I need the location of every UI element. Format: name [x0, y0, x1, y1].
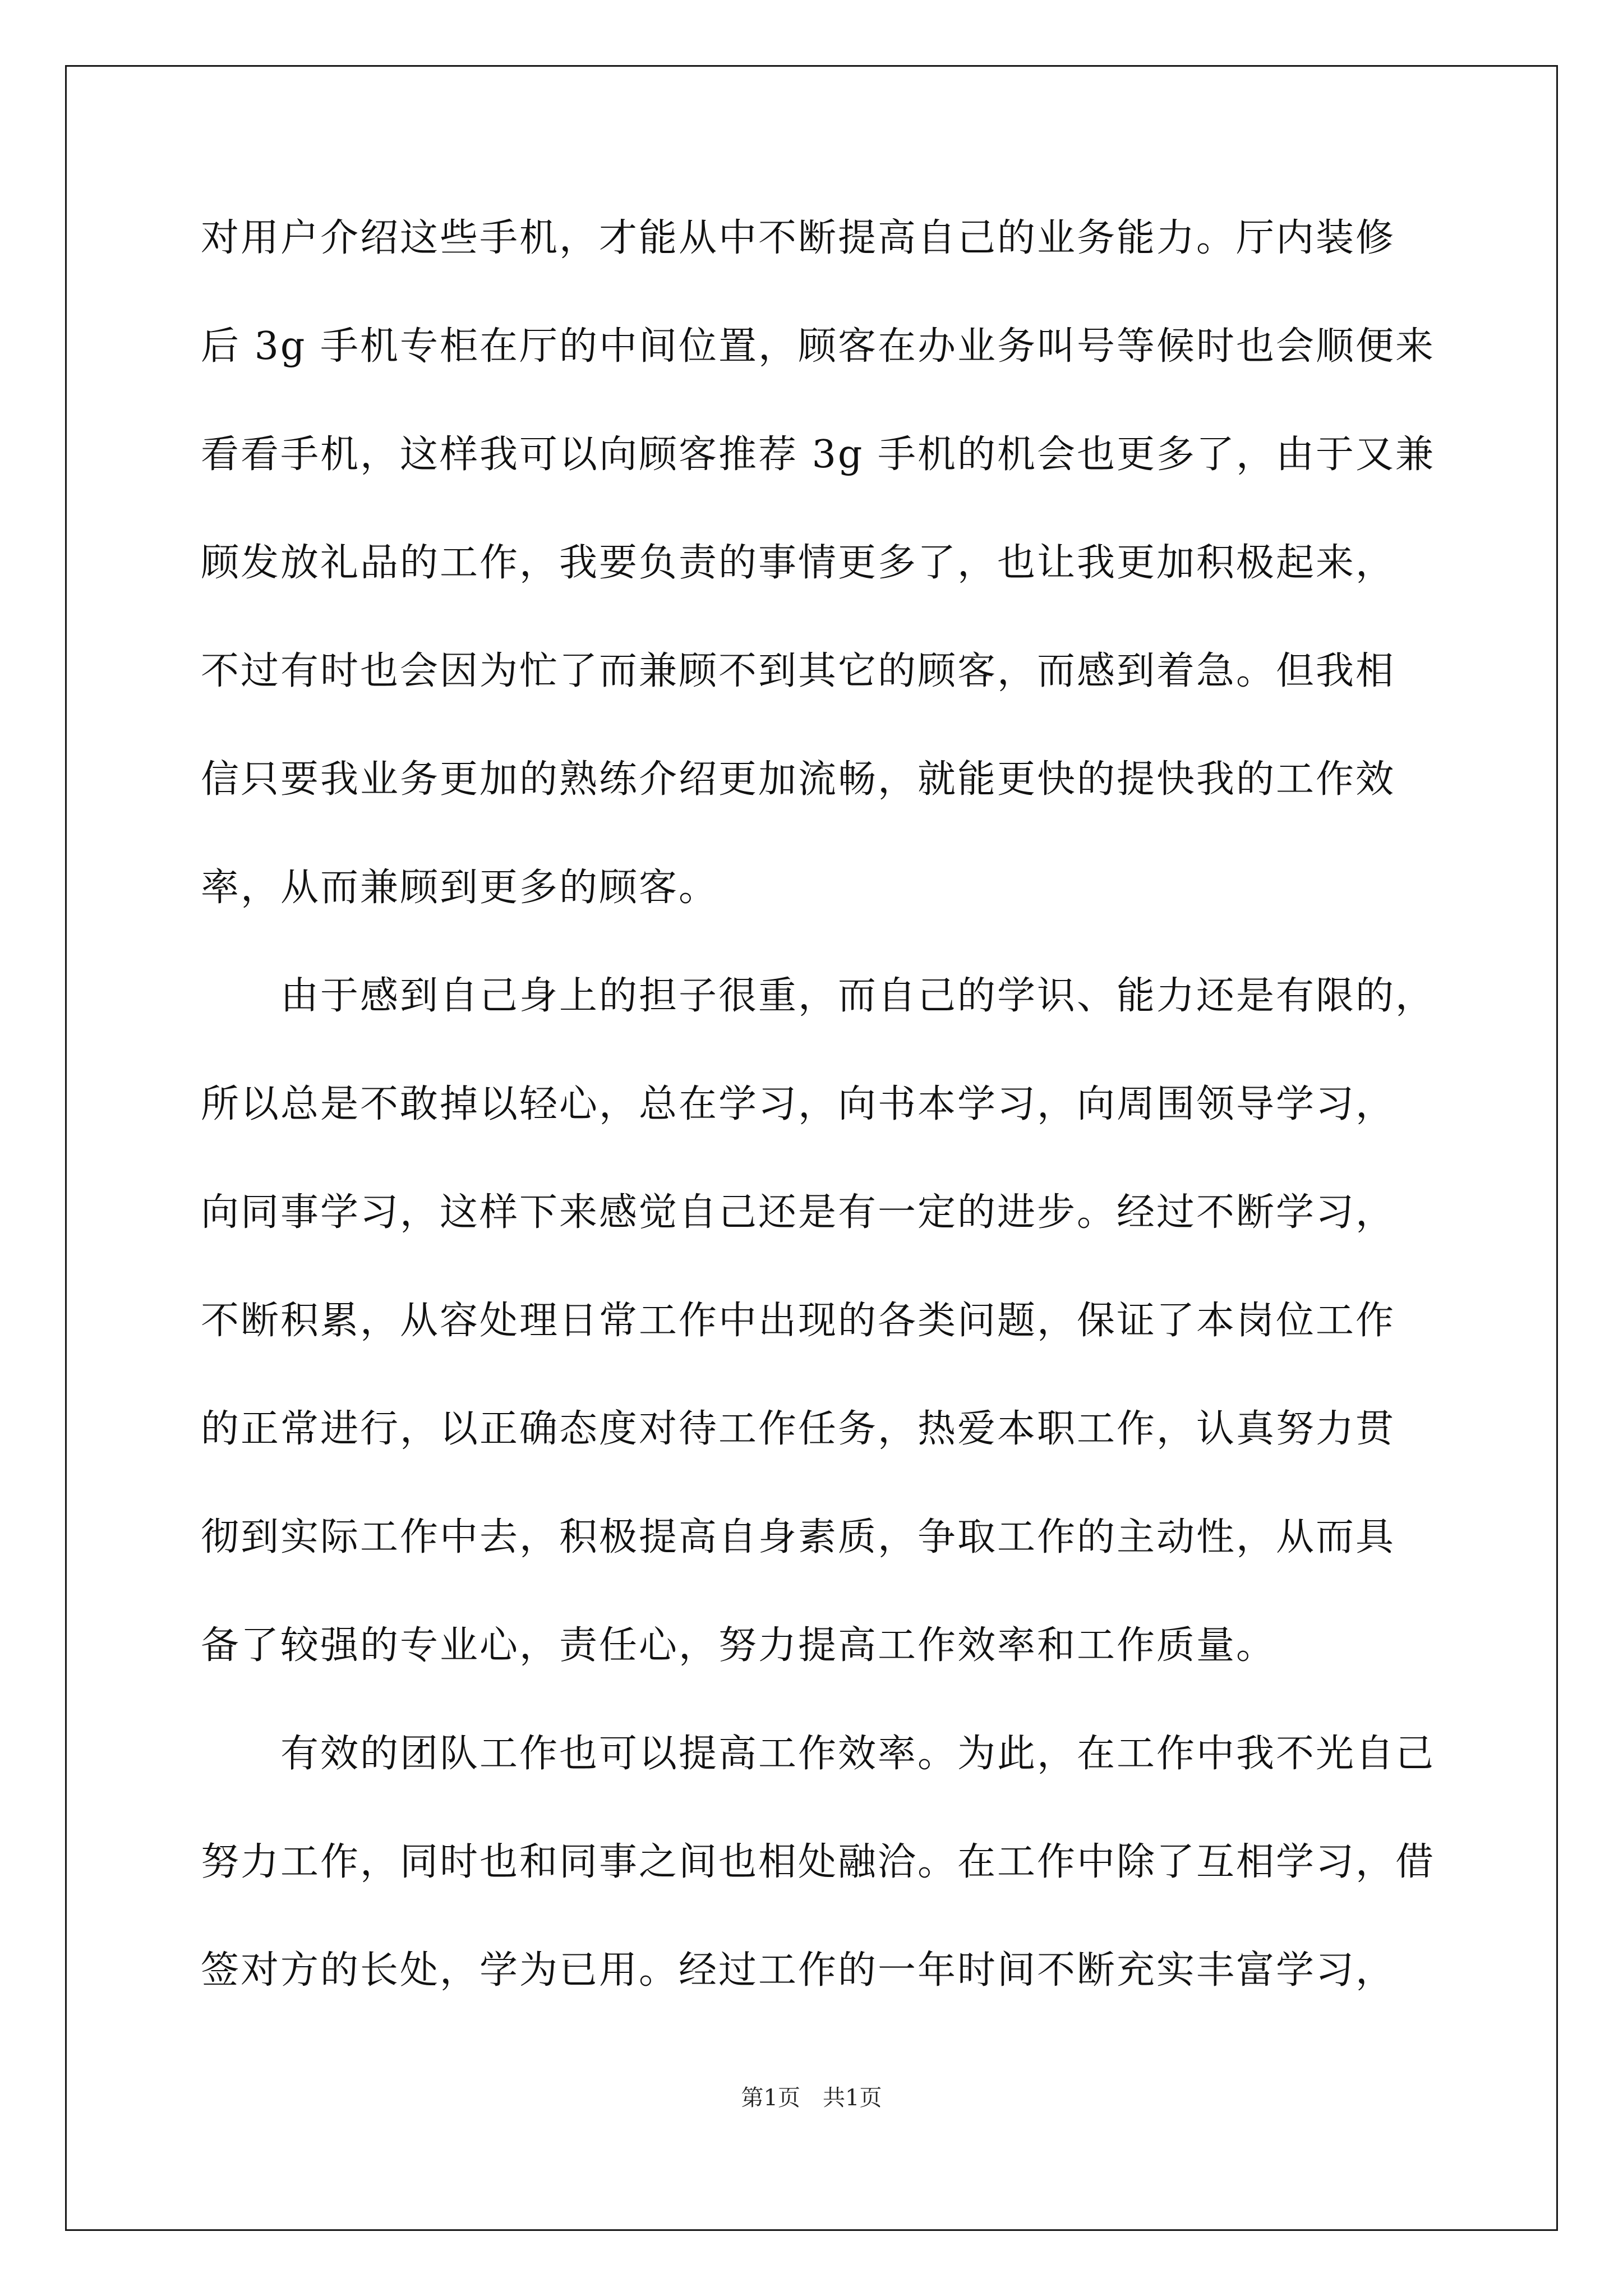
text-line: 所以总是不敢掉以轻心，总在学习，向书本学习，向周围领导学习， [201, 1082, 1396, 1126]
text-line: 签对方的长处，学为已用。经过工作的一年时间不断充实丰富学习， [201, 1948, 1396, 1993]
text-line: 不断积累，从容处理日常工作中出现的各类问题，保证了本岗位工作 [201, 1299, 1396, 1343]
page-border [65, 65, 1558, 2231]
page-number-label: 第1页 共1页 [741, 2085, 882, 2111]
text-line: 不过有时也会因为忙了而兼顾不到其它的顾客，而感到着急。但我相 [201, 649, 1396, 693]
text-line: 看看手机，这样我可以向顾客推荐 3g 手机的机会也更多了，由于又兼 [201, 432, 1436, 477]
text-line: 率，从而兼顾到更多的顾客。 [201, 866, 719, 910]
page-footer [0, 2081, 1623, 2115]
text-line: 备了较强的专业心，责任心，努力提高工作效率和工作质量。 [201, 1623, 1276, 1668]
text-line: 彻到实际工作中去，积极提高自身素质，争取工作的主动性，从而具 [201, 1515, 1396, 1559]
text-line: 努力工作，同时也和同事之间也相处融洽。在工作中除了互相学习，借 [201, 1840, 1436, 1884]
text-line: 顾发放礼品的工作，我要负责的事情更多了，也让我更加积极起来， [201, 541, 1396, 585]
text-line: 信只要我业务更加的熟练介绍更加流畅，就能更快的提快我的工作效 [201, 757, 1396, 802]
text-line: 由于感到自己身上的担子很重，而自己的学识、能力还是有限的， [201, 974, 1436, 1018]
text-line: 向同事学习，这样下来感觉自己还是有一定的进步。经过不断学习， [201, 1190, 1396, 1235]
text-line: 后 3g 手机专柜在厅的中间位置，顾客在办业务叫号等候时也会顺便来 [201, 324, 1436, 369]
text-line: 对用户介绍这些手机，才能从中不断提高自己的业务能力。厅内装修 [201, 216, 1396, 260]
text-line: 有效的团队工作也可以提高工作效率。为此，在工作中我不光自己 [201, 1732, 1436, 1776]
text-line: 的正常进行，以正确态度对待工作任务，热爱本职工作，认真努力贯 [201, 1407, 1396, 1451]
